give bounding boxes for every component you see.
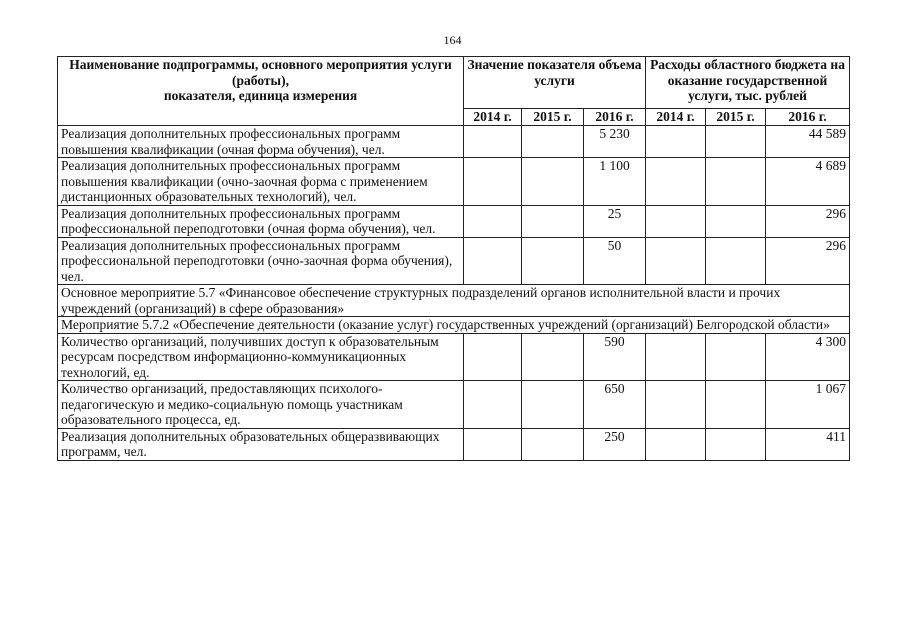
indicator-name: Реализация дополнительных профессиональных программ профессиональной переподготовки (очная форма обучения), чел. <box>58 205 464 237</box>
page-number: 164 <box>443 33 462 47</box>
budget-2014 <box>646 158 706 206</box>
budget-2016: 296 <box>766 205 850 237</box>
volume-2015 <box>522 237 584 285</box>
volume-2014 <box>464 126 522 158</box>
table-row <box>58 237 850 285</box>
volume-2016: 250 <box>584 428 646 460</box>
budget-2015 <box>706 237 766 285</box>
volume-2015 <box>522 381 584 429</box>
volume-2014 <box>464 158 522 206</box>
volume-2016: 50 <box>584 237 646 285</box>
volume-2016: 25 <box>584 205 646 237</box>
section-title: Основное мероприятие 5.7 «Финансовое обеспечение структурных подразделений органов исполнительной власти и прочих учреждений (организаций) в сфере образования» <box>58 285 850 317</box>
volume-column-header <box>464 57 646 109</box>
volume-2015 <box>522 333 584 381</box>
budget-2015 <box>706 158 766 206</box>
section-title: Мероприятие 5.7.2 «Обеспечение деятельности (оказание услуг) государственных учреждений (организаций) Белгородской области» <box>58 317 850 334</box>
table-row <box>58 381 850 429</box>
volume-2014 <box>464 381 522 429</box>
budget-2014 <box>646 428 706 460</box>
indicator-name: Реализация дополнительных образовательных общеразвивающих программ, чел. <box>58 428 464 460</box>
section-row <box>58 317 850 334</box>
budget-2016: 44 589 <box>766 126 850 158</box>
budget-2015 <box>706 381 766 429</box>
year-header: 2014 г. <box>464 109 522 126</box>
indicators-table <box>57 56 850 461</box>
budget-2014 <box>646 126 706 158</box>
volume-2016: 5 230 <box>584 126 646 158</box>
table-row <box>58 126 850 158</box>
table-header <box>58 57 850 126</box>
budget-2014 <box>646 237 706 285</box>
volume-2016: 1 100 <box>584 158 646 206</box>
volume-2016: 650 <box>584 381 646 429</box>
budget-2014 <box>646 205 706 237</box>
volume-2015 <box>522 158 584 206</box>
indicator-name: Реализация дополнительных профессиональных программ повышения квалификации (очная форма обучения), чел. <box>58 126 464 158</box>
table-row <box>58 428 850 460</box>
budget-column-header <box>646 57 850 109</box>
section-row <box>58 285 850 317</box>
name-column-header <box>58 57 464 126</box>
table-row <box>58 205 850 237</box>
year-header: 2015 г. <box>522 109 584 126</box>
year-header: 2015 г. <box>706 109 766 126</box>
year-header: 2016 г. <box>766 109 850 126</box>
budget-2016: 411 <box>766 428 850 460</box>
year-header: 2014 г. <box>646 109 706 126</box>
budget-column-header-text: Расходы областного бюджета на оказание государственной услуги, тыс. рублей <box>650 57 845 103</box>
table-row <box>58 333 850 381</box>
indicator-name: Количество организаций, предоставляющих психолого-педагогическую и медико-социальную помощь участникам образовательного процесса, ед. <box>58 381 464 429</box>
budget-2014 <box>646 333 706 381</box>
volume-2015 <box>522 126 584 158</box>
indicator-name: Реализация дополнительных профессиональных программ профессиональной переподготовки (очно-заочная форма обучения), чел. <box>58 237 464 285</box>
budget-2015 <box>706 205 766 237</box>
volume-2014 <box>464 333 522 381</box>
year-header: 2016 г. <box>584 109 646 126</box>
volume-2016: 590 <box>584 333 646 381</box>
budget-2016: 1 067 <box>766 381 850 429</box>
volume-2014 <box>464 237 522 285</box>
volume-2014 <box>464 428 522 460</box>
budget-2016: 4 689 <box>766 158 850 206</box>
volume-column-header-text: Значение показателя объема услуги <box>467 57 642 88</box>
volume-2015 <box>522 205 584 237</box>
budget-2015 <box>706 428 766 460</box>
name-column-header-text: Наименование подпрограммы, основного мероприятия услуги (работы), показателя, единица измерения <box>69 57 452 103</box>
volume-2014 <box>464 205 522 237</box>
budget-2014 <box>646 381 706 429</box>
table-row <box>58 158 850 206</box>
indicator-name: Реализация дополнительных профессиональных программ повышения квалификации (очно-заочная форма с применением дистанционных образовательных технологий), чел. <box>58 158 464 206</box>
budget-2015 <box>706 126 766 158</box>
budget-2015 <box>706 333 766 381</box>
budget-2016: 4 300 <box>766 333 850 381</box>
indicator-name: Количество организаций, получивших доступ к образовательным ресурсам посредством информационно-коммуникационных технологий, ед. <box>58 333 464 381</box>
header-row <box>58 57 850 109</box>
volume-2015 <box>522 428 584 460</box>
budget-2016: 296 <box>766 237 850 285</box>
table-body <box>58 126 850 461</box>
